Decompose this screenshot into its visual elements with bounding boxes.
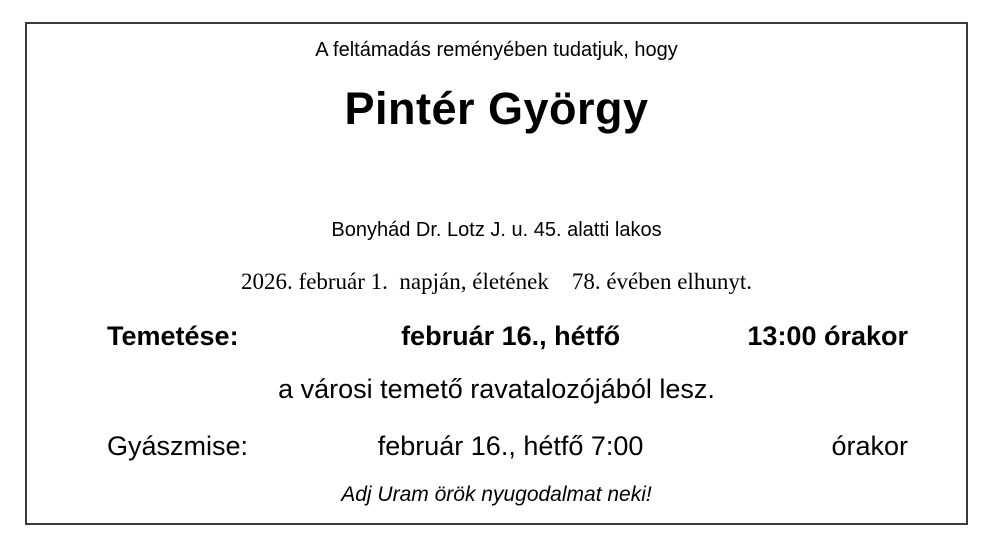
funeral-row [27,317,966,355]
mass-row [27,427,966,465]
funeral-label: Temetése: [107,321,239,351]
closing-line: Adj Uram örök nyugodalmat neki! [341,483,652,506]
mass-label: Gyászmise: [107,431,249,461]
mass-time-suffix: órakor [831,431,908,461]
intro-line: A feltámadás reményében tudatjuk, hogy [315,39,678,61]
death-date-line: 2026. február 1. napján, életének 78. évében elhunyt. [241,269,752,294]
funeral-time: 13:00 órakor [747,321,908,351]
mass-date: február 16., hétfő 7:00 [377,431,644,461]
deceased-name: Pintér György [344,83,649,134]
obituary-card [25,22,968,525]
funeral-date: február 16., hétfő [401,321,621,351]
funeral-place-line: a városi temető ravatalozójából lesz. [278,374,715,404]
residence-line: Bonyhád Dr. Lotz J. u. 45. alatti lakos [331,219,662,241]
